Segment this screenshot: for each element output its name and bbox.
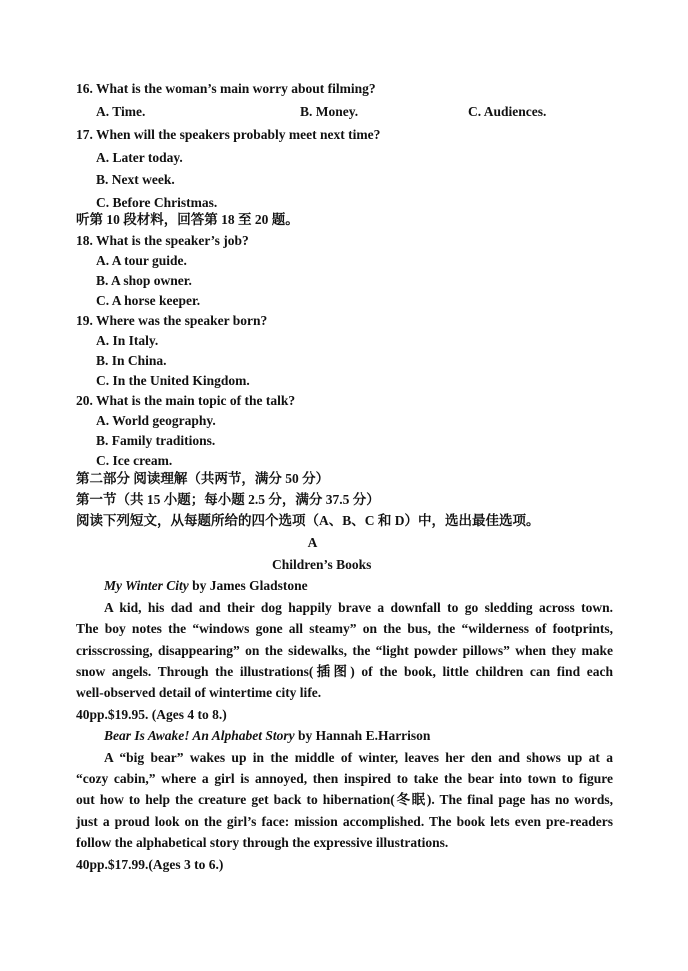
question-18-stem: 18. What is the speaker’s job? (76, 233, 249, 248)
passage-title: Children’s Books (272, 557, 372, 572)
book-2-line-5: follow the alphabetical story through the expressive illustrations. (76, 835, 449, 850)
passage-letter: A (307, 535, 318, 550)
question-16-option-c: C. Audiences. (468, 104, 547, 119)
question-19-stem: 19. Where was the speaker born? (76, 313, 268, 328)
book-2-author: by Hannah E.Harrison (294, 728, 431, 743)
question-16-stem: 16. What is the woman’s main worry about filming? (76, 81, 376, 96)
question-16-option-a: A. Time. (96, 104, 146, 119)
part-2-title: 第二部分 阅读理解（共两节，满分 50 分） (76, 471, 330, 486)
question-18-option-b: B. A shop owner. (96, 273, 192, 288)
book-1-price: 40pp.$19.95. (Ages 4 to 8.) (76, 707, 227, 722)
question-19-option-a: A. In Italy. (96, 333, 159, 348)
question-17-option-a: A. Later today. (96, 150, 183, 165)
question-20-option-c: C. Ice cream. (96, 453, 173, 468)
book-2-line-4: just a proud look on the girl’s face: mission accomplished. The book lets even pre-readers (76, 814, 613, 829)
book-1-heading (104, 578, 308, 594)
question-17-stem: 17. When will the speakers probably meet next time? (76, 127, 381, 142)
question-17-option-c: C. Before Christmas. (96, 195, 218, 210)
book-1-author: by James Gladstone (188, 578, 308, 593)
question-17-option-b: B. Next week. (96, 172, 175, 187)
section-1-title: 第一节（共 15 小题；每小题 2.5 分，满分 37.5 分） (76, 492, 380, 507)
book-2-line-2: “cozy cabin,” where a girl is annoyed, then inspired to take the bear into town to figure (76, 771, 613, 786)
reading-instruction: 阅读下列短文，从每题所给的四个选项（A、B、C 和 D）中，选出最佳选项。 (76, 513, 540, 528)
question-18-option-a: A. A tour guide. (96, 253, 187, 268)
book-1-line-1: A kid, his dad and their dog happily brave a downfall to go sledding across town. (104, 600, 613, 615)
book-2-title: Bear Is Awake! An Alphabet Story (104, 728, 295, 743)
book-1-line-5: well-observed detail of wintertime city life. (76, 685, 322, 700)
question-20-stem: 20. What is the main topic of the talk? (76, 393, 296, 408)
question-19-option-b: B. In China. (96, 353, 167, 368)
book-1-line-2: The boy notes the “windows gone all steamy” on the bus, the “wilderness of footprints, (76, 621, 613, 636)
question-20-option-a: A. World geography. (96, 413, 216, 428)
question-16-option-b: B. Money. (300, 104, 359, 119)
book-1-line-4: snow angels. Through the illustrations(插图) of the book, little children can find each (76, 664, 613, 679)
question-18-option-c: C. A horse keeper. (96, 293, 201, 308)
book-2-line-3: out how to help the creature get back to hibernation(冬眠). The final page has no words, (76, 792, 613, 807)
book-1-line-3: crisscrossing, disappearing” on the sidewalks, the “light powder pillows” when they make (76, 643, 613, 658)
book-1-title: My Winter City (104, 578, 189, 593)
material-10-instruction: 听第 10 段材料，回答第 18 至 20 题。 (76, 212, 299, 227)
question-19-option-c: C. In the United Kingdom. (96, 373, 250, 388)
question-20-option-b: B. Family traditions. (96, 433, 216, 448)
book-2-heading (104, 728, 430, 744)
book-2-line-1: A “big bear” wakes up in the middle of winter, leaves her den and shows up at a (104, 750, 613, 765)
book-2-price: 40pp.$17.99.(Ages 3 to 6.) (76, 857, 224, 872)
